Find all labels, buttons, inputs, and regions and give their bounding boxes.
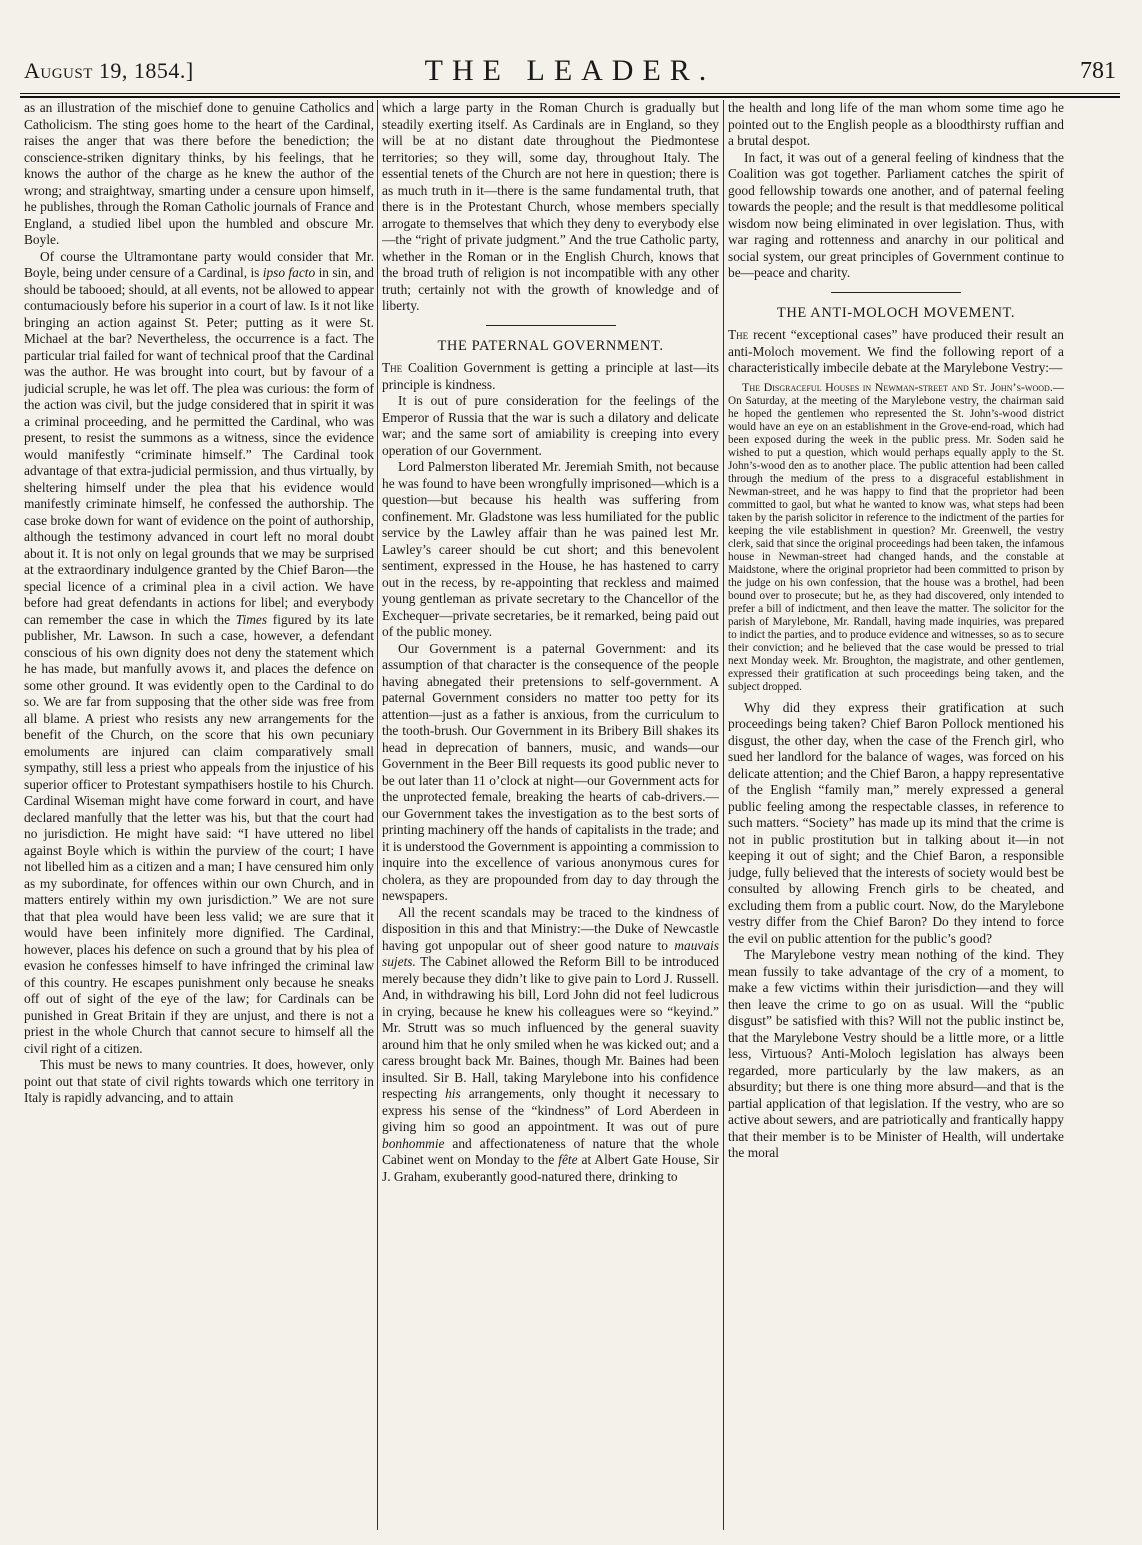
masthead: [20, 50, 1120, 94]
paragraph: In fact, it was out of a general feeling of kindness that the Coalition was got together. Parliament catches the spirit of good fellowship towards one another, and of paternal feeling towards the people; and the result is that meddlesome political wisdom now being eliminated in over legislation. Thus, with war raging and rottenness and anarchy in our political and social system, our great principles of Government continue to be—peace and charity.: [728, 149, 1064, 280]
paragraph: The recent “exceptional cases” have produced their result an anti-Moloch movement. We find the following report of a characteristically imbecile debate at the Marylebone Vestry:—: [728, 327, 1064, 375]
section-separator: [486, 325, 616, 326]
paragraph: Why did they express their gratification at such proceedings being taken? Chief Baron Pollock mentioned his disgust, the other day, when the case of the French girl, who sued her landlord for the balance of wages, was forced on his delicate attention; and the Chief Baron, a happy representative of the English “family man,” merely expressed a general public feeling among the respectable classes, in reference to such matters. “Society” has made up its mind that the crime is not in public prostitution but in talking about it—in not keeping it out of sight; and the Chief Baron, a responsible judge, fully believed that the interests of society would best be consulted by allowing French girls to be cheated, and excluding them from a public court. Now, do the Marylebone vestry differ from the Chief Baron? Do they intend to force the evil on public attention for the public’s good?: [728, 699, 1064, 946]
paragraph: the health and long life of the man whom some time ago he pointed out to the English people as a bloodthirsty ruffian and a brutal despot.: [728, 100, 1064, 148]
paragraph: The Coalition Government is getting a principle at last—its principle is kindness.: [382, 360, 719, 392]
paragraph: It is out of pure consideration for the feelings of the Emperor of Russia that the war is such a dilatory and delicate war; and the same sort of amiability is creeping into every operation of our Government.: [382, 393, 719, 458]
paragraph: as an illustration of the mischief done to genuine Catholics and Catholicism. The sting goes home to the heart of the Cardinal, raises the anger that was there before the benediction; the conscience-striken dignitary thinks, by his feelings, that he knows the author of the charge as he knew the author of the wrong; and straightway, smarting under a censure upon himself, he publishes, through the Roman Catholic journals of France and England, a studied libel upon the humbled and obscure Mr. Boyle.: [24, 100, 374, 247]
paragraph: The Marylebone vestry mean nothing of the kind. They mean fussily to take advantage of the cry of a moment, to make a few victims within their jurisdiction—and they will then leave the crime to go on as usual. Will the “public disgust” be satisfied with this? Will not the public instinct be, that the Marylebone Vestry should be a little more, or a little less, Virtuous? Anti-Moloch legislation has always been regarded, more particularly by the law makers, as an absurdity; but there is one thing more absurd—and that is the partial application of that legislation. If the vestry, who are so active about sewers, and are patriotically and frantically happy that their member is to be Minister of Health, will undertake the moral: [728, 947, 1064, 1160]
column-3: [728, 100, 1064, 1530]
section-heading: THE PATERNAL GOVERNMENT.: [437, 337, 664, 354]
quoted-report: The Disgraceful Houses in Newman-street and St. John’s-wood.—On Saturday, at the meeting of the Marylebone vestry, the chairman said he hoped the gentlemen who represented the St. John’s-wood district would have an eye on an establishment in the Grove-end-road, which had been exposed during the week in the public press. Mr. Soden said he wished to put a question, which would perhaps equally apply to the St. John’s-wood den as to another place. The public attention had been called through the medium of the press to a disgraceful establishment in Newman-street, and he was happy to find that the proprietor had been committed to gaol, but what he wanted to know was, what steps had been taken by the parish solicitor in reference to the indictment of the parties for keeping the vile establishment in question? Mr. Greenwell, the vestry clerk, said that since the original proceedings had been taken, the infamous house in Newman-street had changed hands, and the constable at Maidstone, where the original proprietor had been committed to prison by the judge on his own confession, that the house was a brothel, had been bound over to prosecute; but he, as they had discovered, only intended to prefer a bill of indictment, and then leave the matter. The solicitor for the parish of Marylebone, Mr. Randall, having made inquiries, was prepared to indict the parties, and to produce evidence and witnesses, so as to secure their conviction; and he believed that the case would be pressed to trial next Monday week. Mr. Broughton, the magistrate, and other gentlemen, expressed their gratification at such proceedings being taken, and the subject dropped.: [728, 379, 1064, 693]
section-heading: THE ANTI-MOLOCH MOVEMENT.: [776, 304, 1016, 321]
column-divider: [723, 100, 724, 1530]
paragraph: which a large party in the Roman Church is gradually but steadily exerting itself. As Cardinals are in England, so they will be at no distant date throughout the Piedmontese territories; so they will, some day, throughout Italy. The essential tenets of the Church are not here in question; there is as much truth in it—there is the same fundamental truth, that there is in the Protestant Church, whose members specially arrogate to themselves that which they deny to everybody else—the “right of private judgment.” And the true Catholic party, whether in the Roman or in the English Church, knows that the broad truth of religion is not incompatible with any other truth; certainly not with the growth of knowledge and of liberty.: [382, 100, 719, 313]
section-separator: [831, 292, 961, 293]
paragraph: Lord Palmerston liberated Mr. Jeremiah Smith, not because he was found to have been wrongfully imprisoned—which is a question—but because his health was suffering from confinement. Mr. Gladstone was less humiliated for the public service by the Lawley affair than he was pained lest Mr. Lawley’s career should be cut short; and this benevolent sentiment, expressed in the House, he has hastened to carry out in the recess, by re-appointing that reckless and maimed young gentleman as private secretary to the Chancellor of the Exchequer—private secretaries, be it remarked, being paid out of the public money.: [382, 459, 719, 639]
newspaper-title: THE LEADER.: [424, 54, 716, 87]
column-1: [24, 100, 374, 1530]
issue-date: August 19, 1854.]: [24, 58, 194, 83]
paragraph: All the recent scandals may be traced to the kindness of disposition in this and that Ministry:—the Duke of Newcastle having got unpopular out of sheer good nature to mauvais sujets. The Cabinet allowed the Reform Bill to be introduced merely because they didn’t like to give pain to Lord J. Russell. And, in withdrawing his bill, Lord John did not feel ludicrous in crying, because he knew his colleagues were so “keyind.” Mr. Strutt was so much influenced by the general suavity around him that he only smiled when he was kicked out; and a caress brought back Mr. Baines, though Mr. Baines had been insulted. Sir B. Hall, taking Marylebone into his confidence respecting his arrangements, only thought it necessary to express his sense of the “kindness” of Lord Aberdeen in giving him so good an appointment. It was out of pure bonhommie and affectionateness of nature that the whole Cabinet went on Monday to the fête at Albert Gate House, Sir J. Graham, exuberantly good-natured there, drinking to: [382, 904, 719, 1184]
paragraph: Of course the Ultramontane party would consider that Mr. Boyle, being under censure of a Cardinal, is ipso facto in sin, and should be tabooed; should, at all events, not be allowed to appear contumaciously before his superior in a court of law. Is it not like bringing an action against St. Peter; putting as it were St. Michael at the bar? Nevertheless, the occurrence is a fact. The particular trial failed for want of technical proof that the Cardinal was the author. He was brought into court, but by favour of a judicial scruple, he was let off. The plea was curious: the form of the action was civil, but the judge considered that in spirit it was a criminal proceeding, and he permitted the Cardinal, who was present, to resist the summons as a witness, since the evidence would manifestly “criminate himself.” The Cardinal took advantage of that extra-judicial permission, and thus virtually, by sheltering himself under the plea that his evidence would manifestly criminate himself, he confessed the authorship. The case broke down for want of evidence on the point of authorship, although the testimony advanced in court left no moral doubt about it. It is not only on legal grounds that we may be surprised at the extraordinary indulgence granted by the Chief Baron—the special licence of a criminal plea in a civil action. We have before had great defendants in actions for libel; and everybody can remember the case in which the Times figured by its late publisher, Mr. Lawson. In such a case, however, a defendant conscious of his own dignity does not deny the statement which he has made, but manfully avows it, and places the defence on some other ground. It was evidently open to the Cardinal to do so. We are far from supposing that the other side was free from all blame. A priest who resists any new arrangements for the benefit of the Church, on the score that his own pecuniary emoluments are injured can claim comparatively small sympathy, still less a priest who appeals from the injustice of his superior officer to Protestant sympathisers hostile to his Church. Cardinal Wiseman might have come forward in court, and have declared manfully that the letter was his, but that the court had no jurisdiction. He might have said: “I have uttered no libel against Boyle which is within the purview of the court; I have not libelled him as a citizen and a man; I have censured him only as my subordinate, for offences within our own Church, and in matters entirely within my own jurisdiction.” We are not sure that that plea would have been less valid; we are sure that it would have been infinitely more dignified. The Cardinal, however, places his defence on such a ground that by his plea of evasion he confesses himself to have infringed the criminal law of this country. He escapes punishment only because he sneaks off out of sight of the eye of the law; for Cardinals can be punished in Great Britain if they are unjust, and there is not a priest in the whole Church that cannot secure to himself all the civil right of a citizen.: [24, 248, 374, 1056]
page-number: 781: [1080, 58, 1116, 84]
column-2: [382, 100, 719, 1530]
column-divider: [377, 100, 378, 1530]
header-rule-thick: [20, 96, 1120, 98]
paragraph: Our Government is a paternal Government: and its assumption of that character is the consequence of the people having abnegated their pretensions to self-government. A paternal Government considers no matter too petty for its attention—just as a father is anxious, from the curriculum to the tooth-brush. Our Government in its Bribery Bill shakes its head in deprecation of banners, music, and wands—our Government in the Beer Bill requests its good public never to be out later than 11 o’clock at night—our Government acts for the unprotected female, breaking the hearts of cab-drivers.— our Government takes the investigation as to the best sorts of printing machinery off the hands of capitalists in the trade; and it is understood the Government is appointing a commission to inquire into the excellence of various anonymous cures for cholera, as they are propounded from day to day through the newspapers.: [382, 640, 719, 903]
header-rule-thin: [20, 93, 1120, 94]
paragraph: This must be news to many countries. It does, however, only point out that state of civil rights towards which one territory in Italy is rapidly advancing, and to attain: [24, 1057, 374, 1105]
